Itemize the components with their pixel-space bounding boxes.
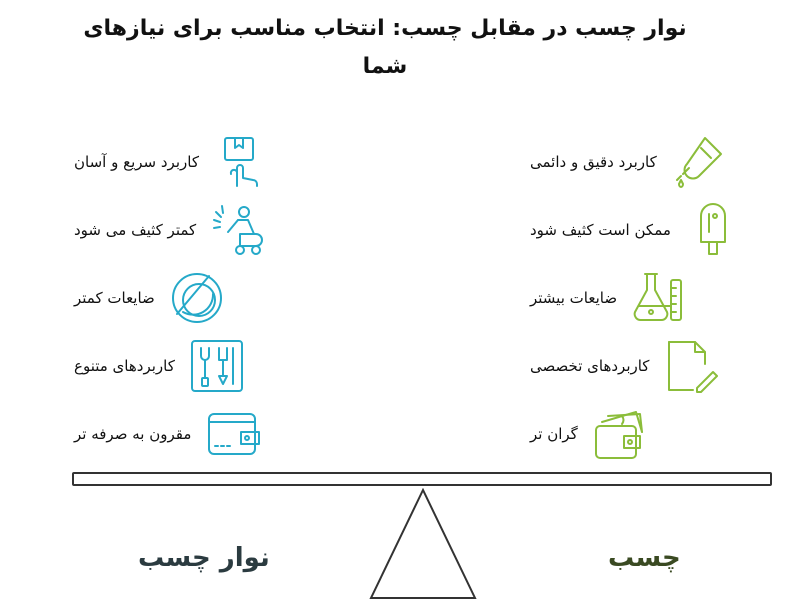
glue-item-precise	[530, 134, 727, 190]
glue-item-label: کاربردهای تخصصی	[530, 357, 650, 375]
wallet-icon	[205, 406, 261, 462]
person-cleaning-icon	[210, 202, 266, 258]
tape-item-less-mess	[74, 202, 266, 258]
glue-item-expensive	[530, 406, 648, 462]
tape-roll-icon	[169, 270, 225, 326]
glue-item-label: ممکن است کثیف شود	[530, 221, 671, 239]
tape-item-label: کاربردهای متنوع	[74, 357, 175, 375]
tools-icon	[189, 338, 245, 394]
document-pen-icon	[663, 338, 719, 394]
fulcrum-triangle	[368, 488, 478, 600]
glue-item-label: کاربرد دقیق و دائمی	[530, 153, 657, 171]
tape-item-cost-effective	[74, 406, 261, 462]
tape-item-label: کاربرد سریع و آسان	[74, 153, 199, 171]
glue-side-label: چسب	[608, 543, 681, 573]
popsicle-icon	[685, 202, 741, 258]
glue-bottle-icon	[671, 134, 727, 190]
glue-item-label: ضایعات بیشتر	[530, 289, 618, 307]
page-title: نوار چسب در مقابل چسب: انتخاب مناسب برای نیازهای شما	[83, 16, 687, 79]
glue-item-messy	[530, 202, 741, 258]
tape-item-label: کمتر کثیف می شود	[74, 221, 197, 239]
tape-item-label: مقرون به صرفه تر	[74, 425, 192, 443]
tape-item-versatile	[74, 338, 245, 394]
glue-item-label: گران تر	[530, 425, 578, 443]
tape-side-label: نوار چسب	[138, 543, 270, 573]
balance-beam	[72, 472, 772, 486]
lab-flask-icon	[631, 270, 687, 326]
money-wallet-icon	[592, 406, 648, 462]
tape-item-quick-use	[74, 134, 269, 190]
glue-item-specialized	[530, 338, 719, 394]
tape-item-less-waste	[74, 270, 225, 326]
glue-item-more-waste	[530, 270, 687, 326]
tape-item-label: ضایعات کمتر	[74, 289, 155, 307]
hand-tape-icon	[213, 134, 269, 190]
